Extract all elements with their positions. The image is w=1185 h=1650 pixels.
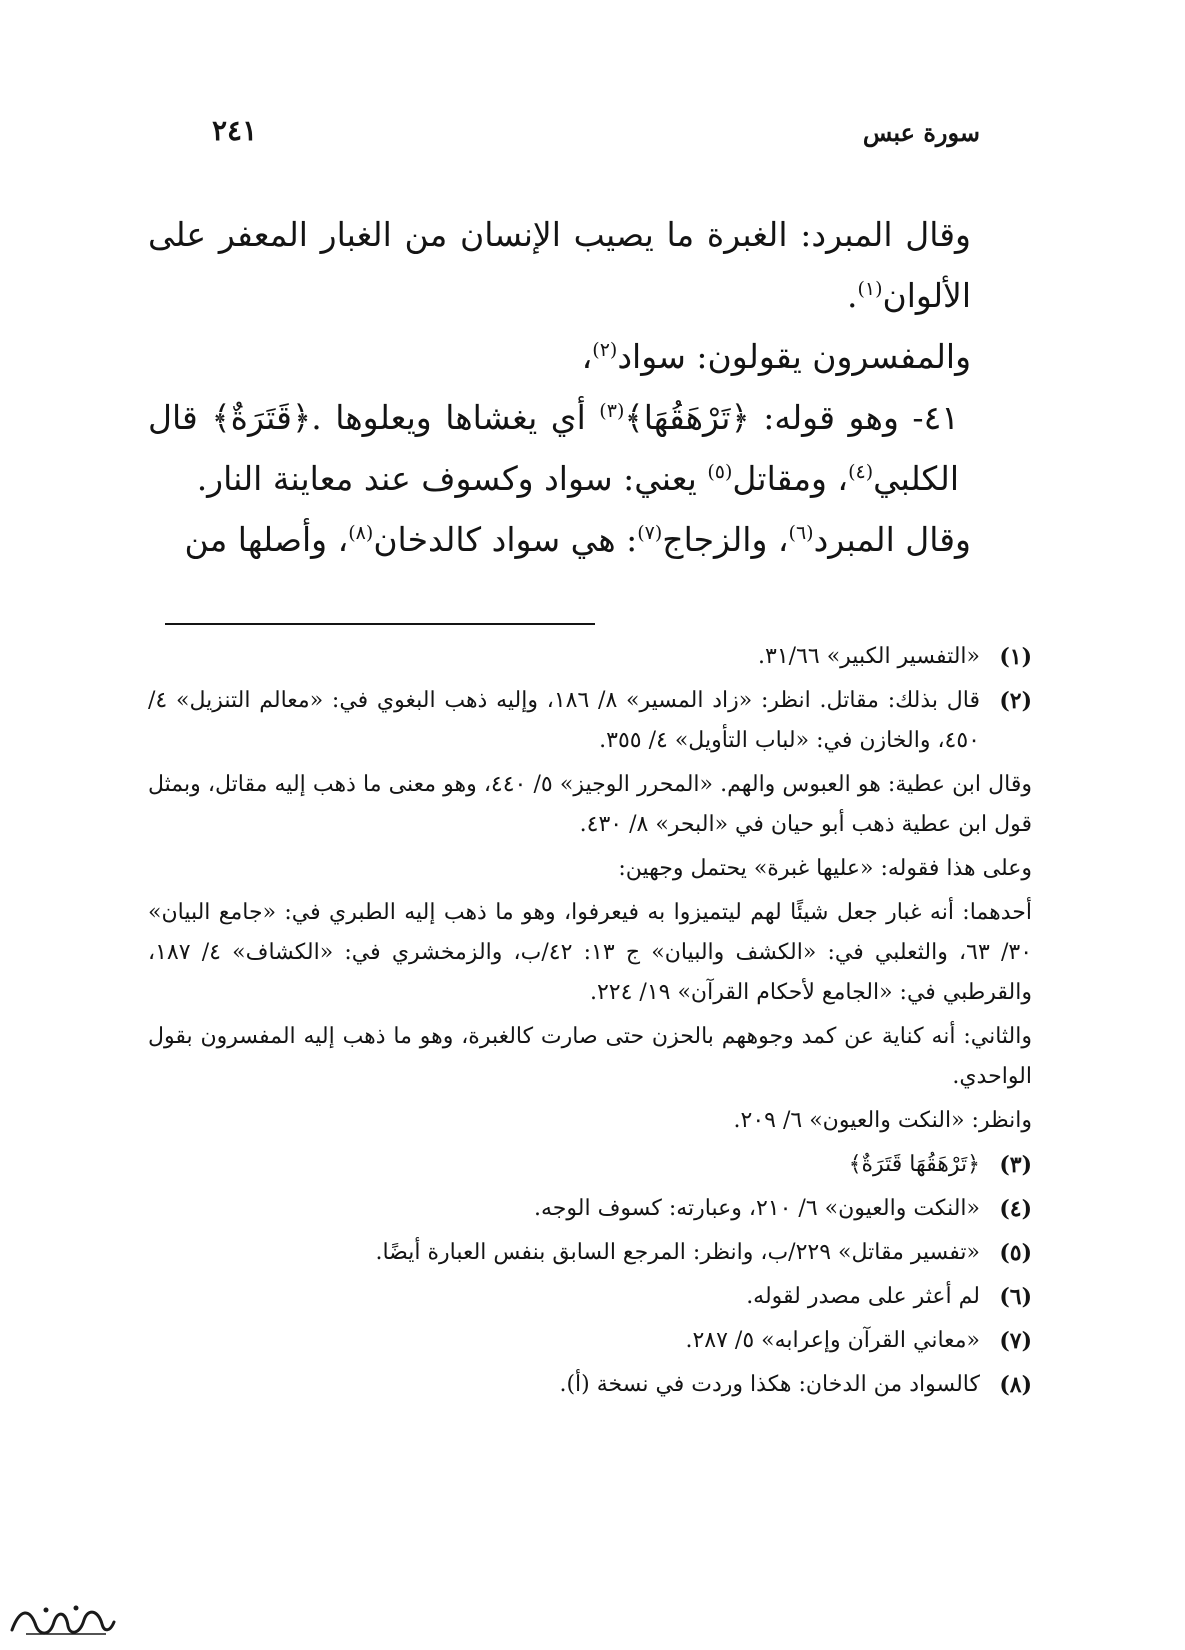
footnote-2-para-f: وانظر: «النكت والعيون» ٦/ ٢٠٩. (733, 1108, 1032, 1133)
footnote-2-para-e: والثاني: أنه كناية عن كمد وجوههم بالحزن حتى صارت كالغبرة، وهو ما ذهب إليه المفسرون بقول الواحدي. (148, 1024, 1032, 1089)
footnote-5: (٥) «تفسير مقاتل» ٢٢٩/ب، وانظر: المرجع السابق بنفس العبارة أيضًا. (375, 1240, 1032, 1266)
footnote-divider (165, 623, 595, 625)
footnote-2-para-b: وقال ابن عطية: هو العبوس والهم. «المحرر الوجيز» ٥/ ٤٤٠، وهو معنى ما ذهب إليه مقاتل، وبمثل قول ابن عطية ذهب أبو حيان في «البحر» ٨/ ٤٣٠. (148, 772, 1032, 837)
footnote-ref-1[interactable]: (١) (857, 278, 883, 300)
paragraph-2: والمفسرون يقولون: سواد$^{(٢)}$، (581, 337, 971, 376)
footnote-ref-5[interactable]: (٥) (707, 461, 733, 483)
footnote-4: (٤) «النكت والعيون» ٦/ ٢١٠، وعبارته: كسوف الوجه. (534, 1196, 1032, 1222)
footnote-7: (٧) «معاني القرآن وإعرابه» ٥/ ٢٨٧. (685, 1328, 1032, 1354)
footnote-2-para-c: وعلى هذا فقوله: «عليها غبرة» يحتمل وجهين: (618, 856, 1032, 881)
footnote-ref-4[interactable]: (٤) (848, 461, 874, 483)
paragraph-3: ٤١- وهو قوله: ﴿تَرْهَقُهَا﴾$^{(٣)}$ أي يغشاها ويعلوها .﴿قَتَرَةٌ﴾ قال الكلبي$^{(٤)}$، ومقاتل$^{(٥)}$ يعني: سواد وكسوف عند معاينة النار. (148, 398, 960, 498)
footnote-ref-3[interactable]: (٣) (599, 400, 625, 422)
paragraph-4: وقال المبرد$^{(٦)}$، والزجاج$^{(٧)}$: هي سواد كالدخان$^{(٨)}$، وأصلها من (184, 520, 971, 559)
footnote-ref-6[interactable]: (٦) (788, 522, 814, 544)
footnote-3: (٣) ﴿تَرْهَقُهَا قَتَرَةٌ﴾ (848, 1152, 1032, 1178)
footnote-ref-8[interactable]: (٨) (348, 522, 374, 544)
footnote-2: (٢) قال بذلك: مقاتل. انظر: «زاد المسير» ٨/ ١٨٦، وإليه ذهب البغوي في: «معالم التنزيل» ٤/ ٤٥٠، والخازن في: «لباب التأويل» ٤/ ٣٥٥. (148, 688, 1032, 753)
main-text (148, 204, 1037, 570)
surah-title: سورة عبس (862, 118, 980, 147)
paragraph-1: وقال المبرد: الغبرة ما يصيب الإنسان من الغبار المعفر على الألوان$^{(١)}$. (148, 215, 971, 315)
page-number: ٢٤١ (212, 114, 258, 147)
footnote-ref-7[interactable]: (٧) (637, 522, 663, 544)
footnote-ref-2[interactable]: (٢) (592, 339, 618, 361)
footnote-1: (١) «التفسير الكبير» ٣١/٦٦. (758, 644, 1032, 670)
footnote-2-para-d: أحدهما: أنه غبار جعل شيئًا لهم ليتميزوا به فيعرفوا، وهو ما ذهب إليه الطبري في: «جامع البيان» ٣٠/ ٦٣، والثعلبي في: «الكشف والبيان» ج ١٣: ٤٢/ب، والزمخشري في: «الكشاف» ٤/ ١٨٧، والقرطبي في: «الجامع لأحكام القرآن» ١٩/ ٢٢٤. (148, 900, 1033, 1005)
publisher-logo-icon (6, 1600, 118, 1642)
footnote-6: (٦) لم أعثر على مصدر لقوله. (746, 1284, 1032, 1310)
footnote-8: (٨) كالسواد من الدخان: هكذا وردت في نسخة (أ). (559, 1372, 1032, 1398)
footnotes (148, 637, 1032, 1405)
